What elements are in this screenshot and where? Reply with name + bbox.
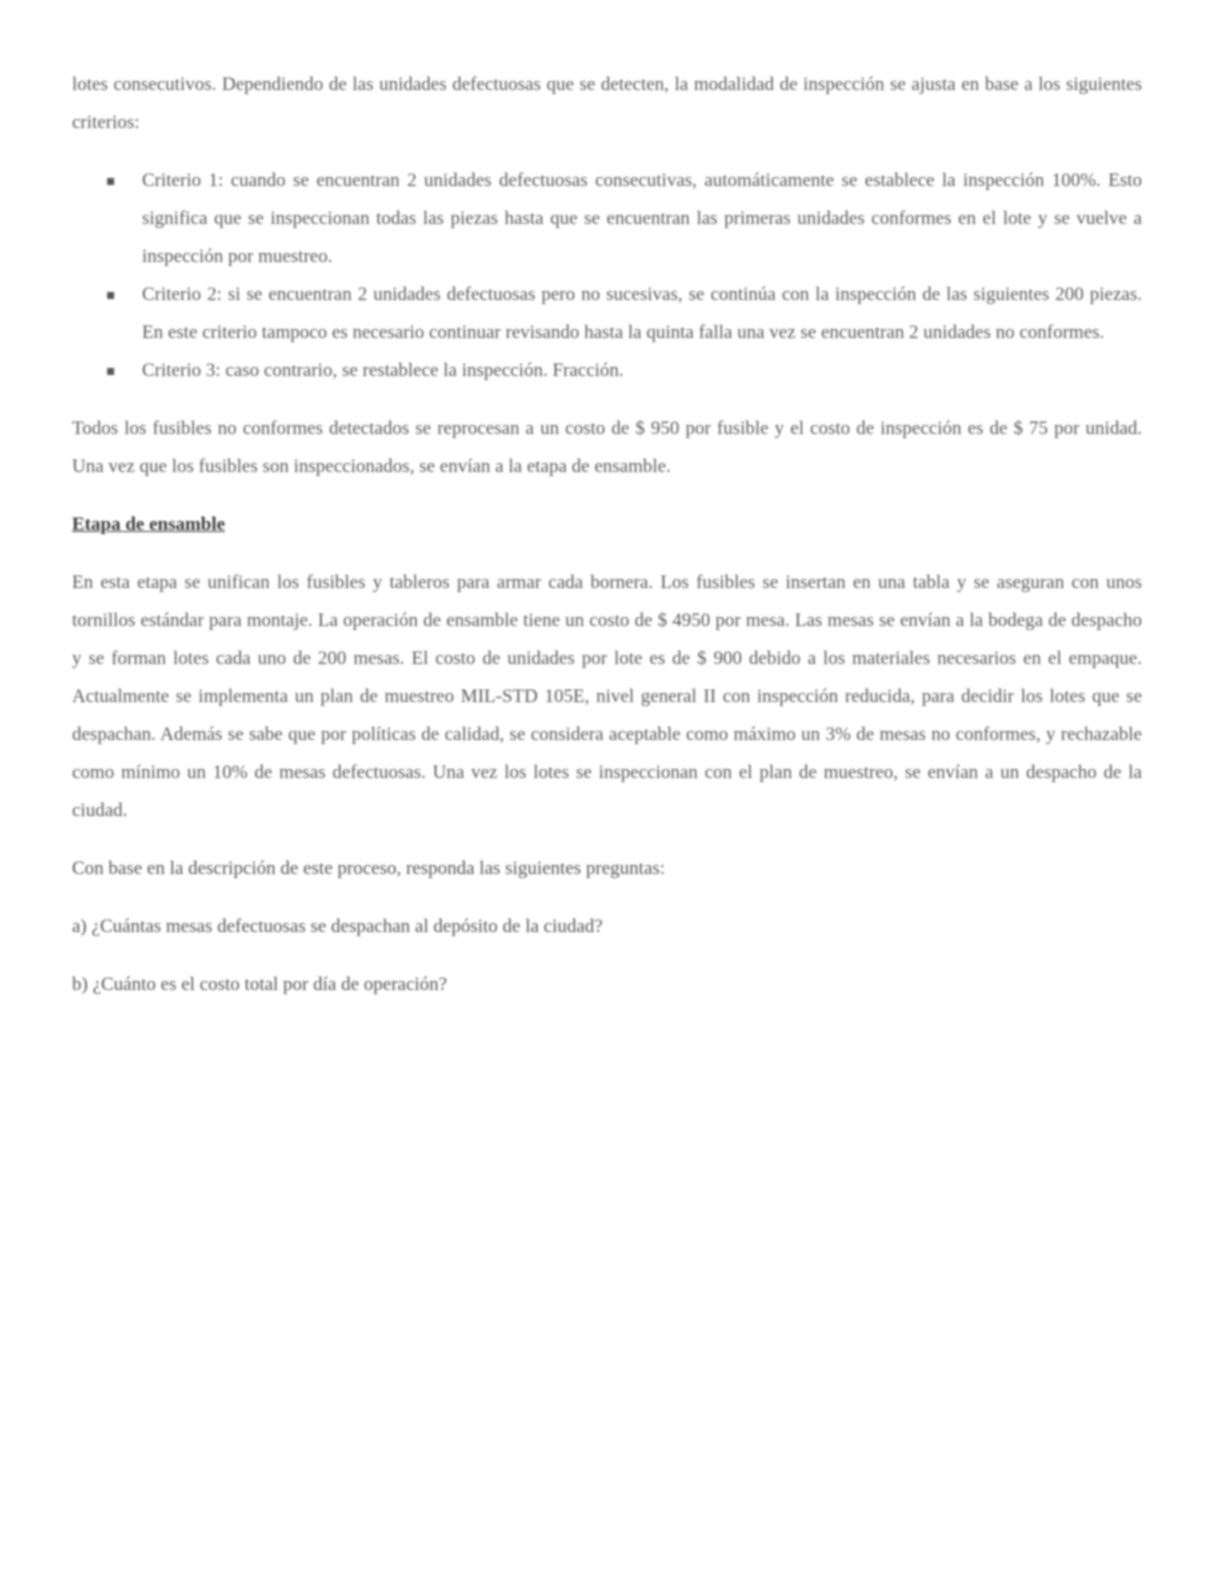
assembly-paragraph: En esta etapa se unifican los fusibles y tableros para armar cada bornera. Los fusibles se insertan en una tabla y se aseguran con unos tornillos estándar para montaje. La operación de ensamble tiene un costo de $ 4950 por mesa. Las mesas se envían a la bodega de despacho y se forman lotes cada uno de 200 mesas. El costo de unidades por lote es de $ 900 debido a los materiales necesarios en el empaque. Actualmente se implementa un plan de muestreo MIL-STD 105E, nivel general II con inspección reducida, para decidir los lotes que se despachan. Además se sabe que por políticas de calidad, se considera aceptable como máximo un 3% de mesas no conformes, y rechazable como mínimo un 10% de mesas defectuosas. Una vez los lotes se inspeccionan con el plan de muestreo, se envían a un despacho de la ciudad. [72,572,1142,821]
bullet-icon: ▪ [106,363,116,379]
document-page [72,66,1142,1024]
criteria-item [106,162,1142,276]
question-b: b) ¿Cuánto es el costo total por día de operación? [72,974,448,995]
criteria-item [106,276,1142,352]
section-heading: Etapa de ensamble [72,514,226,535]
bullet-icon: ▪ [106,287,116,303]
criteria-item [106,352,1142,390]
criteria-text: Criterio 2: si se encuentran 2 unidades defectuosas pero no sucesivas, se continúa con la inspección de las siguientes 200 piezas. En este criterio tampoco es necesario continuar revisando hasta la quinta falla una vez se encuentran 2 unidades no conformes. [142,284,1142,343]
question-intro: Con base en la descripción de este proceso, responda las siguientes preguntas: [72,858,666,879]
cost-paragraph: Todos los fusibles no conformes detectados se reprocesan a un costo de $ 950 por fusible y el costo de inspección es de $ 75 por unidad. Una vez que los fusibles son inspeccionados, se envían a la etapa de ensamble. [72,418,1142,477]
criteria-list [72,162,1142,390]
criteria-text: Criterio 1: cuando se encuentran 2 unidades defectuosas consecutivas, automáticamente se establece la inspección 100%. Esto significa que se inspeccionan todas las piezas hasta que se encuentran las primeras unidades conformes en el lote y se vuelve a inspección por muestreo. [142,170,1142,267]
question-a: a) ¿Cuántas mesas defectuosas se despachan al depósito de la ciudad? [72,916,603,937]
bullet-icon: ▪ [106,173,116,189]
intro-paragraph: lotes consecutivos. Dependiendo de las unidades defectuosas que se detecten, la modalidad de inspección se ajusta en base a los siguientes criterios: [72,74,1142,133]
criteria-text: Criterio 3: caso contrario, se restablece la inspección. Fracción. [142,360,624,381]
